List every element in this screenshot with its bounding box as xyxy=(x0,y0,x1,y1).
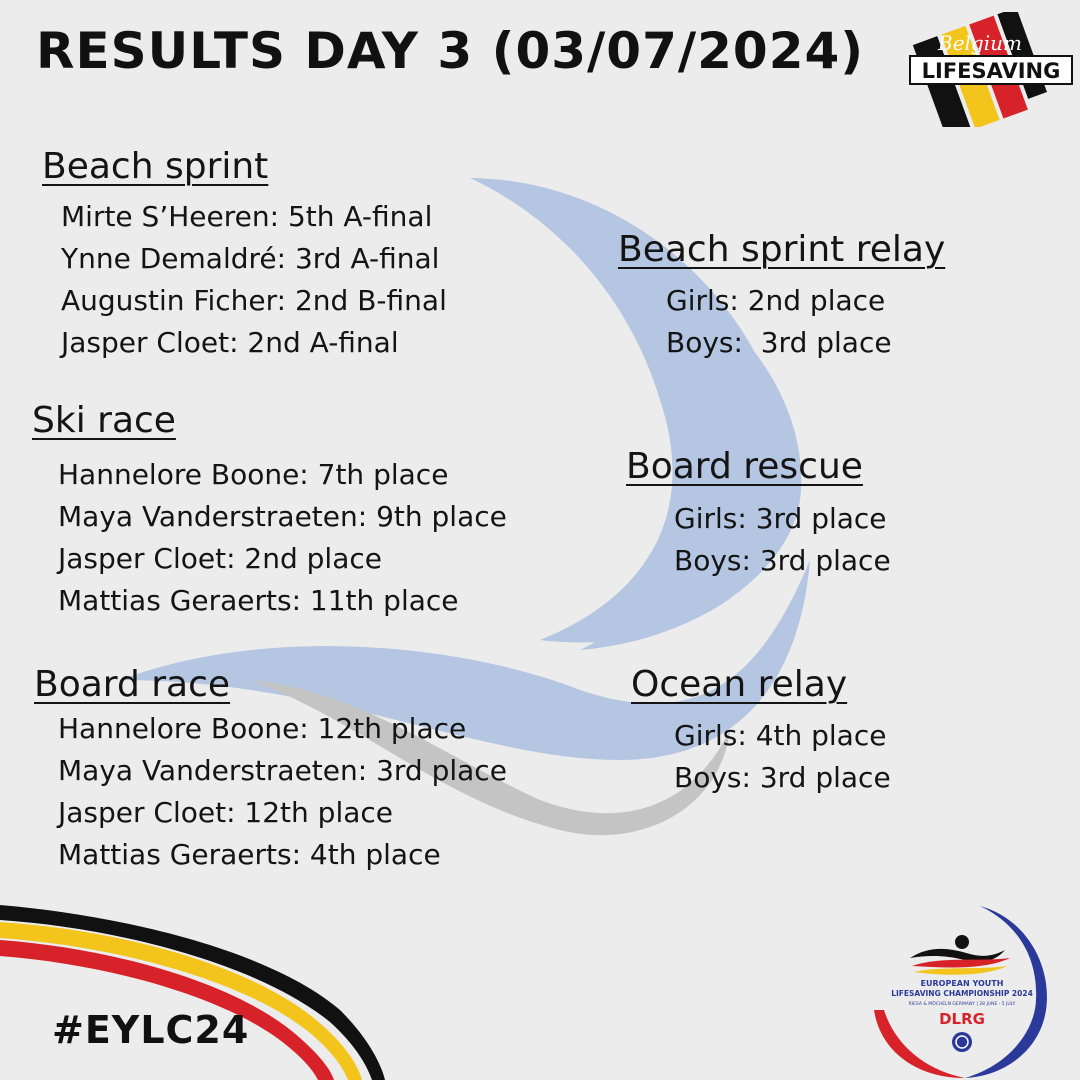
heading-ocean-relay: Ocean relay xyxy=(631,664,848,705)
result-line: Girls: 2nd place xyxy=(666,284,886,317)
result-line: Boys: 3rd place xyxy=(674,761,891,794)
result-line: Girls: 3rd place xyxy=(674,502,887,535)
heading-board-rescue: Board rescue xyxy=(626,446,863,487)
heading-board-race: Board race xyxy=(34,664,231,705)
eylc-2024-logo xyxy=(870,900,1055,1080)
logo-text-line3: RIESA & MÖCHELN GERMANY | 28 JUNE - 5 JULY xyxy=(908,1002,1016,1007)
dlrg-emblem-icon xyxy=(952,1032,972,1052)
logo-lifesaving-text: LIFESAVING xyxy=(921,59,1061,83)
heading-beach-sprint: Beach sprint xyxy=(42,146,269,187)
logo-dlrg-text: DLRG xyxy=(939,1010,985,1028)
result-line: Maya Vanderstraeten: 3rd place xyxy=(58,754,507,787)
result-line: Boys: 3rd place xyxy=(666,326,892,359)
logo-text-line1: EUROPEAN YOUTH xyxy=(920,979,1004,988)
heading-beach-sprint-relay: Beach sprint relay xyxy=(618,229,946,270)
swimmer-icon xyxy=(910,935,1010,975)
result-line: Jasper Cloet: 12th place xyxy=(58,796,394,829)
result-line: Hannelore Boone: 7th place xyxy=(58,458,449,491)
result-line: Girls: 4th place xyxy=(674,719,887,752)
hashtag: #EYLC24 xyxy=(52,1008,250,1052)
result-line: Augustin Ficher: 2nd B-final xyxy=(61,284,447,317)
result-line: Ynne Demaldré: 3rd A-final xyxy=(61,242,440,275)
result-line: Mattias Geraerts: 4th place xyxy=(58,838,441,871)
belgium-lifesaving-logo xyxy=(905,12,1075,127)
heading-ski-race: Ski race xyxy=(32,400,176,441)
result-line: Mattias Geraerts: 11th place xyxy=(58,584,459,617)
page-title: RESULTS DAY 3 (03/07/2024) xyxy=(36,22,865,80)
logo-text-line2: LIFESAVING CHAMPIONSHIP 2024 xyxy=(891,989,1033,998)
result-line: Maya Vanderstraeten: 9th place xyxy=(58,500,507,533)
result-line: Mirte S’Heeren: 5th A-final xyxy=(61,200,433,233)
result-line: Jasper Cloet: 2nd A-final xyxy=(61,326,399,359)
logo-belgium-text: Belgium xyxy=(938,31,1022,55)
result-line: Jasper Cloet: 2nd place xyxy=(58,542,382,575)
result-line: Boys: 3rd place xyxy=(674,544,891,577)
result-line: Hannelore Boone: 12th place xyxy=(58,712,467,745)
